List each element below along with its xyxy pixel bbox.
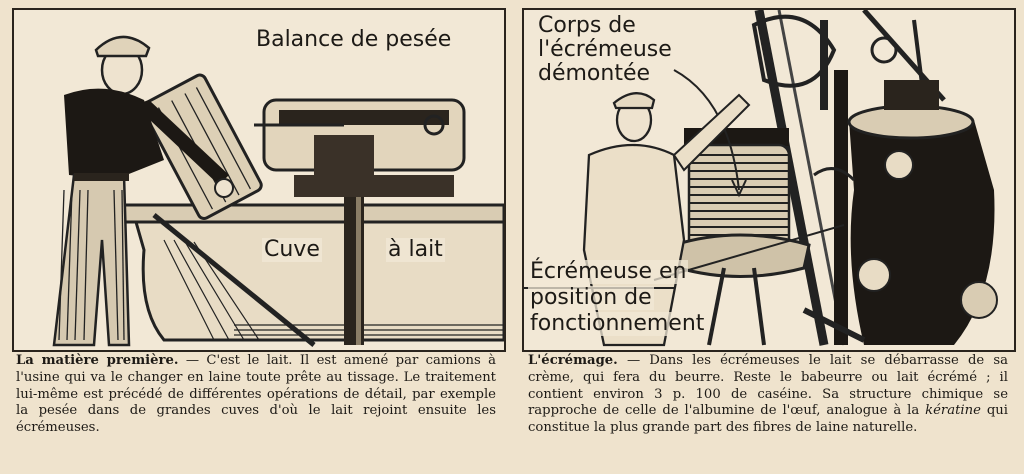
label-corps-line-1: Corps de bbox=[538, 13, 636, 38]
caption-ecremage bbox=[528, 353, 1008, 437]
label-cuve: Cuve bbox=[264, 237, 320, 262]
caption-title: L'écrémage. bbox=[528, 353, 618, 368]
label-corps-line-2: l'écrémeuse bbox=[538, 37, 672, 62]
label-ecremeuse-line-2: position de bbox=[530, 285, 652, 310]
label-balance-de-pesee: Balance de pesée bbox=[256, 27, 452, 52]
label-corps-line-3: démontée bbox=[538, 61, 651, 86]
label-a-lait: à lait bbox=[388, 237, 443, 262]
caption-body-a: — Dans les écrémeuses le lait se débarrasse de sa crème, qui fera du beurre. Reste le babeurre ou lait écrémé ; il contient environ 3 p. 100 de caséine. Sa structure chimique se rapproche de celle de l'albumine de l'œuf, analogue à la bbox=[528, 353, 1008, 419]
weighing-scene-drawing bbox=[14, 10, 504, 350]
caption-title: La matière première. bbox=[16, 353, 179, 368]
caption-body-b: qui constitue la plus grande part des fibres de laine naturelle. bbox=[528, 403, 1008, 436]
caption-body: — C'est le lait. Il est amené par camions à l'usine qui va le changer en laine toute prête au tissage. Le traitement lui-même est précédé de différentes opérations de détail, par exemple la pesée dans de grandes cuves d'où le lait rejoint ensuite les écrémeuses. bbox=[16, 353, 496, 436]
caption-italic-keratine: kératine bbox=[925, 403, 981, 419]
label-ecremeuse-line-3: fonctionnement bbox=[530, 311, 705, 336]
caption-matiere-premiere bbox=[16, 353, 496, 437]
illustration-milk-weighing bbox=[12, 8, 506, 352]
label-ecremeuse-line-1: Écrémeuse en bbox=[530, 259, 687, 284]
illustration-cream-separator bbox=[522, 8, 1016, 352]
